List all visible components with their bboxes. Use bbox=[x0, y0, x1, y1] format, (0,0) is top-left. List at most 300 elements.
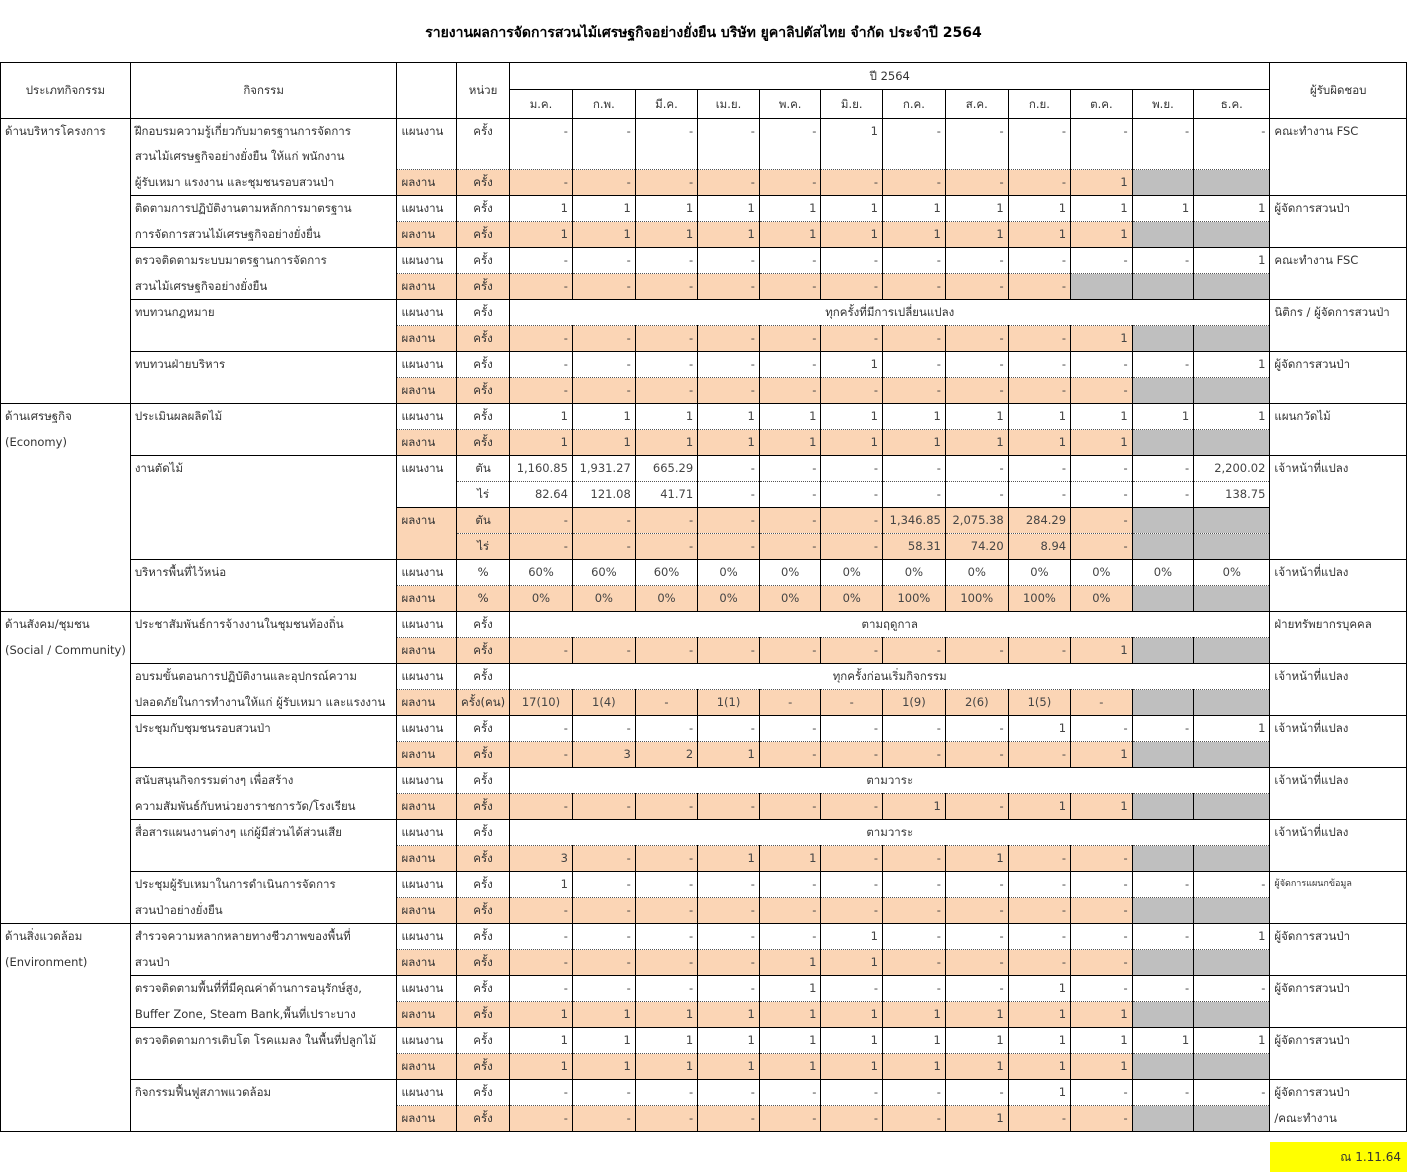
month-value-cell: - bbox=[510, 898, 573, 924]
plan-result-label bbox=[397, 482, 457, 508]
month-value-cell: - bbox=[821, 274, 883, 300]
plan-result-label: ผลงาน bbox=[397, 170, 457, 196]
schedule-note-cell: ตามฤดูกาล bbox=[510, 612, 1270, 638]
month-value-cell: - bbox=[698, 248, 760, 274]
month-value-cell: - bbox=[759, 456, 821, 482]
month-value-cell: 1 bbox=[510, 1002, 573, 1028]
month-value-cell: 1 bbox=[759, 1002, 821, 1028]
month-value-cell: 1 bbox=[1071, 196, 1133, 222]
month-value-cell: - bbox=[821, 1106, 883, 1132]
month-value-cell: - bbox=[1071, 456, 1133, 482]
result-row bbox=[1, 534, 1407, 560]
month-value-cell: - bbox=[1132, 352, 1194, 378]
month-value-cell: - bbox=[572, 1080, 635, 1106]
category-cell bbox=[1, 378, 131, 404]
unit-cell: ครั้ง bbox=[457, 794, 510, 820]
month-value-cell: - bbox=[510, 716, 573, 742]
month-value-cell: 1 bbox=[635, 1028, 697, 1054]
month-value-cell bbox=[1132, 326, 1194, 352]
month-value-cell: - bbox=[1008, 482, 1070, 508]
unit-cell: ครั้ง bbox=[457, 326, 510, 352]
month-value-cell: - bbox=[1132, 716, 1194, 742]
month-value-cell: 1 bbox=[1008, 1028, 1070, 1054]
activity-cell: กิจกรรมฟื้นฟูสภาพแวดล้อม bbox=[130, 1080, 397, 1106]
month-value-cell: - bbox=[635, 976, 697, 1002]
month-value-cell: - bbox=[1008, 352, 1070, 378]
activity-cell: สวนป่า bbox=[130, 950, 397, 976]
month-value-cell: - bbox=[635, 352, 697, 378]
plan-row bbox=[1, 404, 1407, 430]
unit-cell: ครั้ง bbox=[457, 352, 510, 378]
plan-row bbox=[1, 924, 1407, 950]
result-row bbox=[1, 1054, 1407, 1080]
month-value-cell: 665.29 bbox=[635, 456, 697, 482]
activity-cell: ตรวจติดตามระบบมาตรฐานการจัดการ bbox=[130, 248, 397, 274]
unit-cell: ไร่ bbox=[457, 534, 510, 560]
month-value-cell: 1 bbox=[635, 404, 697, 430]
result-row bbox=[1, 326, 1407, 352]
month-value-cell: 1 bbox=[572, 430, 635, 456]
month-value-cell: - bbox=[945, 794, 1008, 820]
category-cell bbox=[1, 144, 131, 170]
result-row bbox=[1, 508, 1407, 534]
month-value-cell: - bbox=[821, 872, 883, 898]
month-value-cell: - bbox=[945, 248, 1008, 274]
responsible-cell bbox=[1270, 508, 1407, 534]
month-value-cell bbox=[1194, 586, 1270, 612]
month-value-cell bbox=[1194, 1002, 1270, 1028]
category-cell: ด้านเศรษฐกิจ bbox=[1, 404, 131, 430]
plan-row bbox=[1, 352, 1407, 378]
unit-cell: ครั้ง bbox=[457, 1028, 510, 1054]
month-value-cell: - bbox=[882, 482, 945, 508]
plan-result-label: ผลงาน bbox=[397, 846, 457, 872]
plan-row bbox=[1, 872, 1407, 898]
month-value-cell: 1 bbox=[1008, 430, 1070, 456]
month-header: ก.ย. bbox=[1008, 90, 1070, 119]
month-value-cell: - bbox=[1071, 950, 1133, 976]
month-value-cell: - bbox=[635, 378, 697, 404]
month-value-cell: 1 bbox=[945, 404, 1008, 430]
month-value-cell bbox=[1194, 508, 1270, 534]
unit-cell: ครั้ง bbox=[457, 872, 510, 898]
month-value-cell: - bbox=[882, 352, 945, 378]
plan-result-label: แผนงาน bbox=[397, 768, 457, 794]
month-value-cell: - bbox=[510, 794, 573, 820]
month-value-cell: - bbox=[759, 924, 821, 950]
month-value-cell bbox=[1194, 846, 1270, 872]
month-value-cell: - bbox=[635, 846, 697, 872]
month-value-cell: - bbox=[945, 976, 1008, 1002]
month-value-cell: - bbox=[821, 170, 883, 196]
category-cell bbox=[1, 1054, 131, 1080]
plan-result-label: ผลงาน bbox=[397, 1106, 457, 1132]
month-value-cell: - bbox=[1132, 924, 1194, 950]
month-value-cell: 1 bbox=[510, 872, 573, 898]
category-cell: (Environment) bbox=[1, 950, 131, 976]
month-value-cell: 1 bbox=[698, 1002, 760, 1028]
plan-result-label: ผลงาน bbox=[397, 378, 457, 404]
activity-cell: การจัดการสวนไม้เศรษฐกิจอย่างยั่งยื่น bbox=[130, 222, 397, 248]
unit-cell: % bbox=[457, 560, 510, 586]
plan-result-label: ผลงาน bbox=[397, 1054, 457, 1080]
month-value-cell: - bbox=[821, 716, 883, 742]
month-value-cell: - bbox=[1008, 456, 1070, 482]
month-value-cell: 121.08 bbox=[572, 482, 635, 508]
month-value-cell bbox=[1132, 898, 1194, 924]
month-value-cell: 1 bbox=[510, 404, 573, 430]
month-value-cell bbox=[1132, 222, 1194, 248]
month-value-cell: 1 bbox=[945, 1028, 1008, 1054]
month-value-cell: - bbox=[635, 119, 697, 145]
activity-cell bbox=[130, 1054, 397, 1080]
month-value-cell: 1 bbox=[759, 976, 821, 1002]
header-responsible: ผู้รับผิดชอบ bbox=[1270, 63, 1407, 119]
month-value-cell: - bbox=[1071, 976, 1133, 1002]
category-cell bbox=[1, 586, 131, 612]
month-value-cell: 1 bbox=[882, 794, 945, 820]
responsible-cell bbox=[1270, 846, 1407, 872]
month-value-cell: 1 bbox=[821, 222, 883, 248]
month-value-cell: - bbox=[759, 638, 821, 664]
month-value-cell: 0% bbox=[698, 586, 760, 612]
month-value-cell: 1 bbox=[1008, 1080, 1070, 1106]
month-value-cell: - bbox=[945, 378, 1008, 404]
activity-cell: ประชุมผู้รับเหมาในการดำเนินการจัดการ bbox=[130, 872, 397, 898]
plan-row bbox=[1, 482, 1407, 508]
month-value-cell: - bbox=[510, 924, 573, 950]
month-value-cell bbox=[945, 144, 1008, 170]
plan-result-label: แผนงาน bbox=[397, 352, 457, 378]
activity-cell: อบรมขั้นตอนการปฏิบัติงานและอุปกรณ์ความ bbox=[130, 664, 397, 690]
responsible-cell bbox=[1270, 430, 1407, 456]
month-value-cell: 1 bbox=[1132, 196, 1194, 222]
month-value-cell: 58.31 bbox=[882, 534, 945, 560]
month-value-cell: 1 bbox=[945, 222, 1008, 248]
month-value-cell: 1 bbox=[821, 924, 883, 950]
plan-row bbox=[1, 144, 1407, 170]
activity-cell: งานตัดไม้ bbox=[130, 456, 397, 482]
unit-cell: ครั้ง bbox=[457, 612, 510, 638]
month-value-cell bbox=[1132, 794, 1194, 820]
activity-cell bbox=[130, 1106, 397, 1132]
month-value-cell: 1(1) bbox=[698, 690, 760, 716]
month-value-cell: 0% bbox=[698, 560, 760, 586]
month-header: ธ.ค. bbox=[1194, 90, 1270, 119]
month-value-cell: 1 bbox=[698, 196, 760, 222]
month-value-cell bbox=[1194, 378, 1270, 404]
month-value-cell: - bbox=[572, 924, 635, 950]
month-value-cell: 0% bbox=[945, 560, 1008, 586]
month-value-cell: - bbox=[698, 638, 760, 664]
month-value-cell: - bbox=[635, 1106, 697, 1132]
plan-result-label: แผนงาน bbox=[397, 716, 457, 742]
responsible-cell bbox=[1270, 950, 1407, 976]
month-value-cell: - bbox=[1008, 846, 1070, 872]
category-cell bbox=[1, 768, 131, 794]
month-value-cell: - bbox=[698, 170, 760, 196]
month-value-cell: - bbox=[635, 274, 697, 300]
month-value-cell: - bbox=[698, 794, 760, 820]
month-value-cell: 1 bbox=[1071, 404, 1133, 430]
unit-cell: ครั้ง bbox=[457, 404, 510, 430]
activity-cell: สวนไม้เศรษฐกิจอย่างยั่งยืน ให้แก่ พนักงาน bbox=[130, 144, 397, 170]
plan-row bbox=[1, 820, 1407, 846]
month-value-cell: 1 bbox=[882, 1028, 945, 1054]
month-value-cell: - bbox=[510, 248, 573, 274]
month-value-cell: 1 bbox=[759, 950, 821, 976]
month-value-cell: 1 bbox=[882, 430, 945, 456]
month-value-cell bbox=[1132, 170, 1194, 196]
result-row bbox=[1, 430, 1407, 456]
responsible-cell bbox=[1270, 170, 1407, 196]
responsible-cell bbox=[1270, 1054, 1407, 1080]
month-value-cell: - bbox=[1008, 924, 1070, 950]
month-value-cell: - bbox=[759, 170, 821, 196]
month-value-cell bbox=[882, 144, 945, 170]
month-value-cell: - bbox=[882, 1080, 945, 1106]
month-value-cell bbox=[1132, 950, 1194, 976]
month-value-cell: - bbox=[572, 534, 635, 560]
unit-cell: ครั้ง bbox=[457, 1002, 510, 1028]
month-value-cell: - bbox=[510, 352, 573, 378]
month-value-cell bbox=[1194, 898, 1270, 924]
responsible-cell: ผู้จัดการแผนกข้อมูล bbox=[1270, 872, 1407, 898]
month-value-cell: 1 bbox=[945, 196, 1008, 222]
month-value-cell: - bbox=[945, 716, 1008, 742]
month-value-cell: - bbox=[572, 352, 635, 378]
month-value-cell: - bbox=[759, 1080, 821, 1106]
category-cell bbox=[1, 326, 131, 352]
month-value-cell: - bbox=[1008, 119, 1070, 145]
responsible-cell: แผนกวัดไม้ bbox=[1270, 404, 1407, 430]
month-value-cell: - bbox=[759, 898, 821, 924]
activity-cell: ประชุมกับชุมชนรอบสวนป่า bbox=[130, 716, 397, 742]
category-cell bbox=[1, 872, 131, 898]
month-value-cell: 1 bbox=[1008, 1002, 1070, 1028]
month-value-cell: - bbox=[698, 326, 760, 352]
month-value-cell: - bbox=[882, 872, 945, 898]
responsible-cell bbox=[1270, 690, 1407, 716]
month-value-cell: - bbox=[1071, 248, 1133, 274]
month-value-cell: - bbox=[635, 170, 697, 196]
month-value-cell: - bbox=[698, 950, 760, 976]
plan-result-label: ผลงาน bbox=[397, 690, 457, 716]
activity-cell: ปลอดภัยในการทำงานให้แก่ ผู้รับเหมา และแรงงาน bbox=[130, 690, 397, 716]
category-cell bbox=[1, 716, 131, 742]
unit-cell: ครั้ง bbox=[457, 430, 510, 456]
result-row bbox=[1, 274, 1407, 300]
unit-cell: ไร่ bbox=[457, 482, 510, 508]
month-value-cell: 1 bbox=[1194, 352, 1270, 378]
unit-cell: ครั้ง bbox=[457, 820, 510, 846]
plan-result-label: แผนงาน bbox=[397, 664, 457, 690]
month-value-cell: 3 bbox=[510, 846, 573, 872]
activity-cell: ผู้รับเหมา แรงงาน และชุมชนรอบสวนป่า bbox=[130, 170, 397, 196]
month-value-cell: 1 bbox=[1132, 404, 1194, 430]
month-value-cell: - bbox=[945, 742, 1008, 768]
month-value-cell: - bbox=[945, 950, 1008, 976]
unit-cell: ตัน bbox=[457, 456, 510, 482]
month-value-cell: - bbox=[1071, 924, 1133, 950]
unit-cell: ครั้ง bbox=[457, 248, 510, 274]
report-title: รายงานผลการจัดการสวนไม้เศรษฐกิจอย่างยั่งยืน บริษัท ยูคาลิปตัสไทย จำกัด ประจำปี 2564 bbox=[425, 25, 982, 41]
category-cell bbox=[1, 690, 131, 716]
category-cell bbox=[1, 560, 131, 586]
unit-cell: ครั้ง bbox=[457, 222, 510, 248]
month-value-cell: - bbox=[821, 326, 883, 352]
month-value-cell: 138.75 bbox=[1194, 482, 1270, 508]
unit-cell: ครั้ง bbox=[457, 300, 510, 326]
month-value-cell: 2,200.02 bbox=[1194, 456, 1270, 482]
month-value-cell: - bbox=[1071, 482, 1133, 508]
month-value-cell: 1 bbox=[882, 222, 945, 248]
unit-cell: ตัน bbox=[457, 508, 510, 534]
month-value-cell: 1 bbox=[945, 430, 1008, 456]
month-value-cell bbox=[1132, 144, 1194, 170]
month-value-cell: 1 bbox=[635, 1002, 697, 1028]
month-value-cell: - bbox=[1194, 872, 1270, 898]
month-value-cell: 1(4) bbox=[572, 690, 635, 716]
month-value-cell: 60% bbox=[510, 560, 573, 586]
category-cell bbox=[1, 222, 131, 248]
month-value-cell: - bbox=[1132, 976, 1194, 1002]
activity-cell: ประชาสัมพันธ์การจ้างงานในชุมชนท้องถิ่น bbox=[130, 612, 397, 638]
month-value-cell bbox=[1194, 326, 1270, 352]
month-value-cell: 1 bbox=[572, 1002, 635, 1028]
month-value-cell bbox=[1132, 1054, 1194, 1080]
result-row bbox=[1, 742, 1407, 768]
month-value-cell: 1 bbox=[759, 196, 821, 222]
activity-cell bbox=[130, 846, 397, 872]
activity-cell: บริหารพื้นที่ไว้หน่อ bbox=[130, 560, 397, 586]
month-value-cell bbox=[1132, 690, 1194, 716]
month-value-cell: - bbox=[510, 1106, 573, 1132]
month-value-cell: - bbox=[1008, 248, 1070, 274]
month-value-cell: 1 bbox=[821, 430, 883, 456]
month-value-cell: - bbox=[635, 508, 697, 534]
month-value-cell bbox=[1194, 430, 1270, 456]
month-value-cell: - bbox=[821, 976, 883, 1002]
month-header: มิ.ย. bbox=[821, 90, 883, 119]
month-value-cell: - bbox=[635, 248, 697, 274]
month-value-cell: 1 bbox=[1194, 716, 1270, 742]
plan-result-label: แผนงาน bbox=[397, 1028, 457, 1054]
responsible-cell: เจ้าหน้าที่แปลง bbox=[1270, 768, 1407, 794]
month-value-cell: - bbox=[759, 716, 821, 742]
result-row bbox=[1, 586, 1407, 612]
month-value-cell: - bbox=[759, 326, 821, 352]
responsible-cell: ผู้จัดการสวนป่า bbox=[1270, 1028, 1407, 1054]
month-value-cell: 0% bbox=[821, 586, 883, 612]
month-value-cell: - bbox=[510, 638, 573, 664]
unit-cell: ครั้ง bbox=[457, 664, 510, 690]
month-value-cell: - bbox=[945, 170, 1008, 196]
responsible-cell: /คณะทำงาน bbox=[1270, 1106, 1407, 1132]
month-value-cell: - bbox=[882, 119, 945, 145]
month-value-cell: 1 bbox=[1008, 222, 1070, 248]
month-value-cell bbox=[1132, 742, 1194, 768]
month-value-cell: 1 bbox=[759, 222, 821, 248]
responsible-cell bbox=[1270, 222, 1407, 248]
responsible-cell bbox=[1270, 534, 1407, 560]
month-value-cell: 1 bbox=[821, 950, 883, 976]
plan-result-label: แผนงาน bbox=[397, 1080, 457, 1106]
month-value-cell bbox=[1194, 222, 1270, 248]
month-value-cell: - bbox=[759, 690, 821, 716]
unit-cell: ครั้ง bbox=[457, 196, 510, 222]
plan-row bbox=[1, 456, 1407, 482]
month-value-cell: - bbox=[759, 274, 821, 300]
month-value-cell bbox=[1132, 1002, 1194, 1028]
header-activity: กิจกรรม bbox=[130, 63, 397, 119]
month-value-cell bbox=[1008, 144, 1070, 170]
month-value-cell bbox=[759, 144, 821, 170]
month-value-cell: 1 bbox=[759, 1028, 821, 1054]
month-value-cell: - bbox=[572, 976, 635, 1002]
month-value-cell: 0% bbox=[821, 560, 883, 586]
category-cell bbox=[1, 170, 131, 196]
month-value-cell: - bbox=[698, 534, 760, 560]
month-value-cell: 1 bbox=[510, 430, 573, 456]
month-value-cell: 1 bbox=[635, 1054, 697, 1080]
unit-cell: % bbox=[457, 586, 510, 612]
month-value-cell: - bbox=[572, 716, 635, 742]
month-value-cell: 1 bbox=[1071, 794, 1133, 820]
month-value-cell: - bbox=[821, 534, 883, 560]
result-row bbox=[1, 950, 1407, 976]
plan-result-label: แผนงาน bbox=[397, 119, 457, 145]
month-value-cell bbox=[1132, 508, 1194, 534]
month-value-cell: - bbox=[882, 274, 945, 300]
month-value-cell: - bbox=[821, 456, 883, 482]
month-value-cell: - bbox=[572, 872, 635, 898]
month-value-cell: - bbox=[510, 742, 573, 768]
activity-cell bbox=[130, 534, 397, 560]
report-body bbox=[1, 119, 1407, 1132]
plan-row bbox=[1, 768, 1407, 794]
month-value-cell: 0% bbox=[1194, 560, 1270, 586]
plan-row bbox=[1, 716, 1407, 742]
month-value-cell: 1 bbox=[1008, 404, 1070, 430]
month-value-cell: - bbox=[821, 248, 883, 274]
month-value-cell: 1 bbox=[882, 196, 945, 222]
month-value-cell: 2,075.38 bbox=[945, 508, 1008, 534]
month-value-cell: 60% bbox=[635, 560, 697, 586]
month-value-cell bbox=[1071, 144, 1133, 170]
month-value-cell: 8.94 bbox=[1008, 534, 1070, 560]
month-value-cell: 1 bbox=[1008, 1054, 1070, 1080]
month-value-cell: - bbox=[1071, 716, 1133, 742]
month-value-cell: - bbox=[572, 274, 635, 300]
schedule-note-cell: ทุกครั้งที่มีการเปลี่ยนแปลง bbox=[510, 300, 1270, 326]
month-value-cell: 1 bbox=[635, 196, 697, 222]
activity-cell: ประเมินผลผลิตไม้ bbox=[130, 404, 397, 430]
month-value-cell: 1 bbox=[882, 1054, 945, 1080]
month-value-cell: - bbox=[882, 638, 945, 664]
category-cell bbox=[1, 196, 131, 222]
month-value-cell: - bbox=[572, 508, 635, 534]
activity-cell: ตรวจติดตามการเติบโต โรคแมลง ในพื้นที่ปลูกไม้ bbox=[130, 1028, 397, 1054]
responsible-cell bbox=[1270, 794, 1407, 820]
month-value-cell: 1 bbox=[510, 1028, 573, 1054]
activity-cell: ฝึกอบรมความรู้เกี่ยวกับมาตรฐานการจัดการ bbox=[130, 119, 397, 145]
month-value-cell: - bbox=[945, 638, 1008, 664]
month-value-cell: - bbox=[1071, 872, 1133, 898]
month-value-cell: 1 bbox=[759, 404, 821, 430]
month-value-cell: 1 bbox=[1194, 248, 1270, 274]
unit-cell: ครั้ง bbox=[457, 119, 510, 145]
